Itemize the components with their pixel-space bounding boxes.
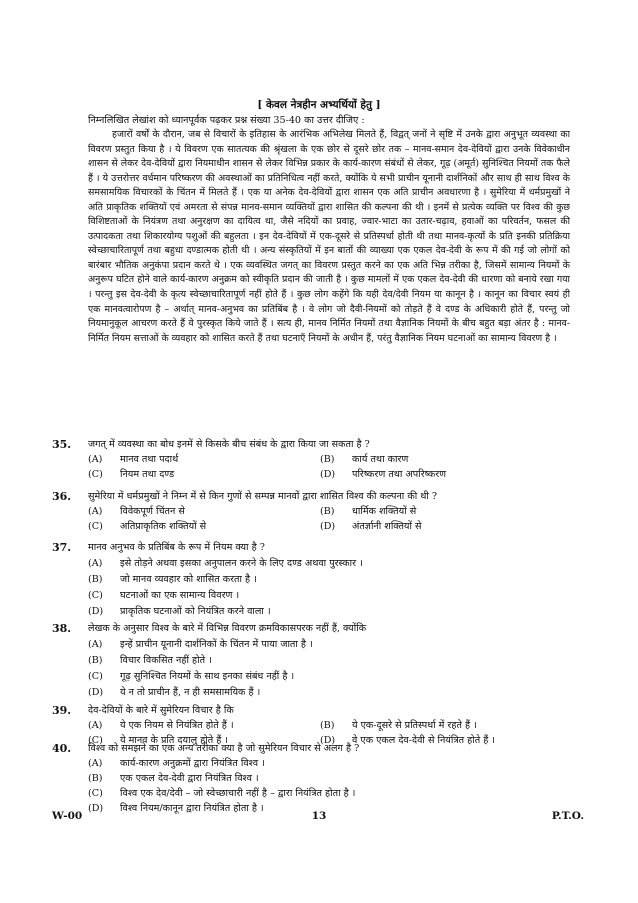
option-b[interactable]: (B) ये एक-दूसरे से प्रतिस्पर्धा में रहते हैं । (320, 720, 477, 731)
option-d[interactable]: (D) ये न तो प्राचीन हैं, न ही समसामयिक हैं । (88, 687, 261, 698)
option-a[interactable]: (A) कार्य-कारण अनुक्रमों द्वारा नियंत्रित विश्व । (88, 758, 265, 769)
option-a[interactable]: (A) ये एक नियम से नियंत्रित होते हैं । (88, 720, 234, 731)
option-c[interactable]: (C) नियम तथा दण्ड (88, 469, 175, 480)
option-d[interactable]: (D) विश्व नियम/कानून द्वारा नियंत्रित होता है । (88, 803, 264, 814)
question-number: 39. (52, 704, 72, 717)
option-c[interactable]: (C) ये मानव के प्रति दयालु होते हैं । (88, 735, 228, 746)
option-d[interactable]: (D) वे एक एकल देव-देवी से नियंत्रित होते हैं । (320, 735, 496, 746)
question-number: 38. (52, 622, 72, 635)
question-text: मानव अनुभव के प्रतिबिंब के रूप में नियम क्या है ? (88, 542, 265, 553)
option-c[interactable]: (C) गूढ़ सुनिश्चित नियमों के साथ इनका संबंध नहीं है । (88, 671, 295, 682)
option-d[interactable]: (D) परिष्करण तथा अपरिष्करण (320, 469, 447, 480)
page-number: 13 (311, 810, 327, 822)
option-b[interactable]: (B) कार्य तथा कारण (320, 454, 409, 465)
paper-code: W-00 (52, 810, 83, 822)
option-d[interactable]: (D) अंतर्ज्ञानी शक्तियों से (320, 521, 422, 532)
reading-passage: हजारों वर्षों के दौरान, जब से विचारों के इतिहास के आरंभिक अभिलेख मिलते हैं, विद्वत् जनों ने सृष्टि में उनके द्वारा अनुभूत व्यवस्था का विवरण प्रस्तुत किया है । ये विवरण एक सातत्यक की श्रृंखला के एक छोर से दूसरे छोर तक – मानव-समान देव-देवियों द्वारा उनके विवेकाधीन शासन से लेकर देव-देवियों द्वारा नियमाधीन शासन से लेकर विभिन्न प्रकार के कार्य-कारण संबंधों से लेकर, गूढ़ (अमूर्त) सुनिश्चित नियमों तक फैले हैं । ये उत्तरोत्तर वर्धमान परिष्करण की अवस्थाओं का प्रतिनिधित्व नहीं करते, क्योंकि ये सभी प्राचीन यूनानी दार्शनिकों और साथ ही साथ विश्व के समसामयिक विचारकों के चिंतन में मिलते हैं । एक या अनेक देव-देवियों द्वारा शासन एक अति प्राचीन अवधारणा है । सुमेरिया में धर्मप्रमुखों ने अति प्राकृतिक शक्तियों एवं अमरता से संपन्न मानव-समान व्यक्तियों द्वारा शासित की कल्पना की थी । इनमें से प्रत्येक व्यक्ति पर विश्व की कुछ विशिष्टताओं के नियंत्रण तथा अनुरक्षण का दायित्व था, जैसे नदियों का प्रवाह, ज्वार-भाटा का उतार-चढ़ाव, हवाओं का परिवर्तन, फसल की उत्पादकता तथा शिकारयोग्य पशुओं की बहुलता । इन देव-देवियों में एक-दूसरे से प्रतिस्पर्धा होती थी तथा मानव-कृत्यों के प्रति इनकी प्रतिक्रिया स्वेच्छाचारितापूर्ण तथा बहुधा दण्डात्मक होती थी । अन्य संस्कृतियों में इन बातों की व्याख्या एक एकल देव-देवी के रूप में की गई जो लोगों को बारंबार भौतिक अनुकंपा प्रदान करते थे । एक व्यवस्थित जगत् का विवरण प्रस्तुत करने का एक अति भिन्न तरीका है, जिसमें सामान्य नियमों के अनुरूप घटित होने वाले कार्य-कारण अनुक्रम को स्वीकृति प्रदान की जाती है । कुछ मामलों में एक एकल देव-देवी की धारणा को बनाये रखा गया । परन्तु इस देव-देवी के कृत्य स्वेच्छाचारितापूर्ण नहीं होते हैं । कुछ लोग कहेंगे कि यही देव/देवी नियम या कानून है । कानून का विचार स्वयं ही एक मानवत्वारोपण है – अर्थात् मानव-अनुभव का प्रतिबिंब है । वे लोग जो दैवी-नियमों को तोड़ते हैं वे दण्ड के अधिकारी होते हैं, परन्तु जो नियमानुकूल आचरण करते हैं वे पुरस्कृत किये जाते हैं । सत्य ही, मानव निर्मित नियमों तथा वैज्ञानिक नियमों के बीच बहुत बड़ा अंतर है : मानव-निर्मित नियम सत्ताओं के व्यवहार को शासित करते हैं तथा घटनाएँ नियमों के अधीन हैं, परंतु वैज्ञानिक नियम घटनाओं का सामान्य विवरण है । (88, 129, 570, 344)
question-text: सुमेरिया में धर्मप्रमुखों ने निम्न में से किन गुणों से सम्पन्न मानवों द्वारा शासित विश्व की कल्पना की थी ? (88, 491, 438, 502)
option-b[interactable]: (B) जो मानव व्यवहार को शासित करता है । (88, 574, 257, 585)
option-b[interactable]: (B) धार्मिक शक्तियों से (320, 506, 417, 517)
option-d[interactable]: (D) प्राकृतिक घटनाओं को नियंत्रित करने वाला । (88, 606, 271, 617)
option-c[interactable]: (C) अतिप्राकृतिक शक्तियों से (88, 521, 207, 532)
question-number: 37. (52, 541, 72, 554)
option-a[interactable]: (A) इसे तोड़ने अथवा इसका अनुपालन करने के लिए दण्ड अथवा पुरस्कार । (88, 558, 363, 569)
option-b[interactable]: (B) विचार विकसित नहीं होते । (88, 655, 212, 666)
question-number: 36. (52, 490, 72, 503)
page-heading: [ केवल नेत्रहीन अभ्यर्थियों हेतु ] (257, 99, 381, 111)
option-a[interactable]: (A) विवेकपूर्ण चिंतन से (88, 506, 185, 517)
option-b[interactable]: (B) एक एकल देव-देवी द्वारा नियंत्रित विश्व । (88, 773, 259, 784)
question-text: जगत् में व्यवस्था का बोध इनमें से किसके बीच संबंध के द्वारा किया जा सकता है ? (88, 439, 370, 450)
option-a[interactable]: (A) इन्हें प्राचीन यूनानी दार्शनिकों के चिंतन में पाया जाता है । (88, 639, 313, 650)
option-a[interactable]: (A) मानव तथा पदार्थ (88, 454, 179, 465)
option-c[interactable]: (C) घटनाओं का एक सामान्य विवरण । (88, 590, 240, 601)
question-text: लेखक के अनुसार विश्व के बारे में विभिन्न विवरण क्रमविकासपरक नहीं हैं, क्योंकि (88, 623, 367, 634)
question-number: 40. (52, 742, 72, 755)
question-text: विश्व को समझने का एक अन्य तरीका क्या है जो सुमेरियन विचार से अलग है ? (88, 743, 360, 754)
question-number: 35. (52, 438, 72, 451)
option-c[interactable]: (C) विश्व एक देव/देवी – जो स्वेच्छाचारी नहीं है – द्वारा नियंत्रित होता है । (88, 788, 356, 799)
question-text: देव-देवियों के बारे में सुमेरियन विचार है कि (88, 705, 234, 716)
instruction-text: निम्नलिखित लेखांश को ध्यानपूर्वक पढ़कर प्रश्न संख्या 35-40 का उत्तर दीजिए : (88, 115, 365, 126)
pto-label: P.T.O. (551, 810, 584, 822)
